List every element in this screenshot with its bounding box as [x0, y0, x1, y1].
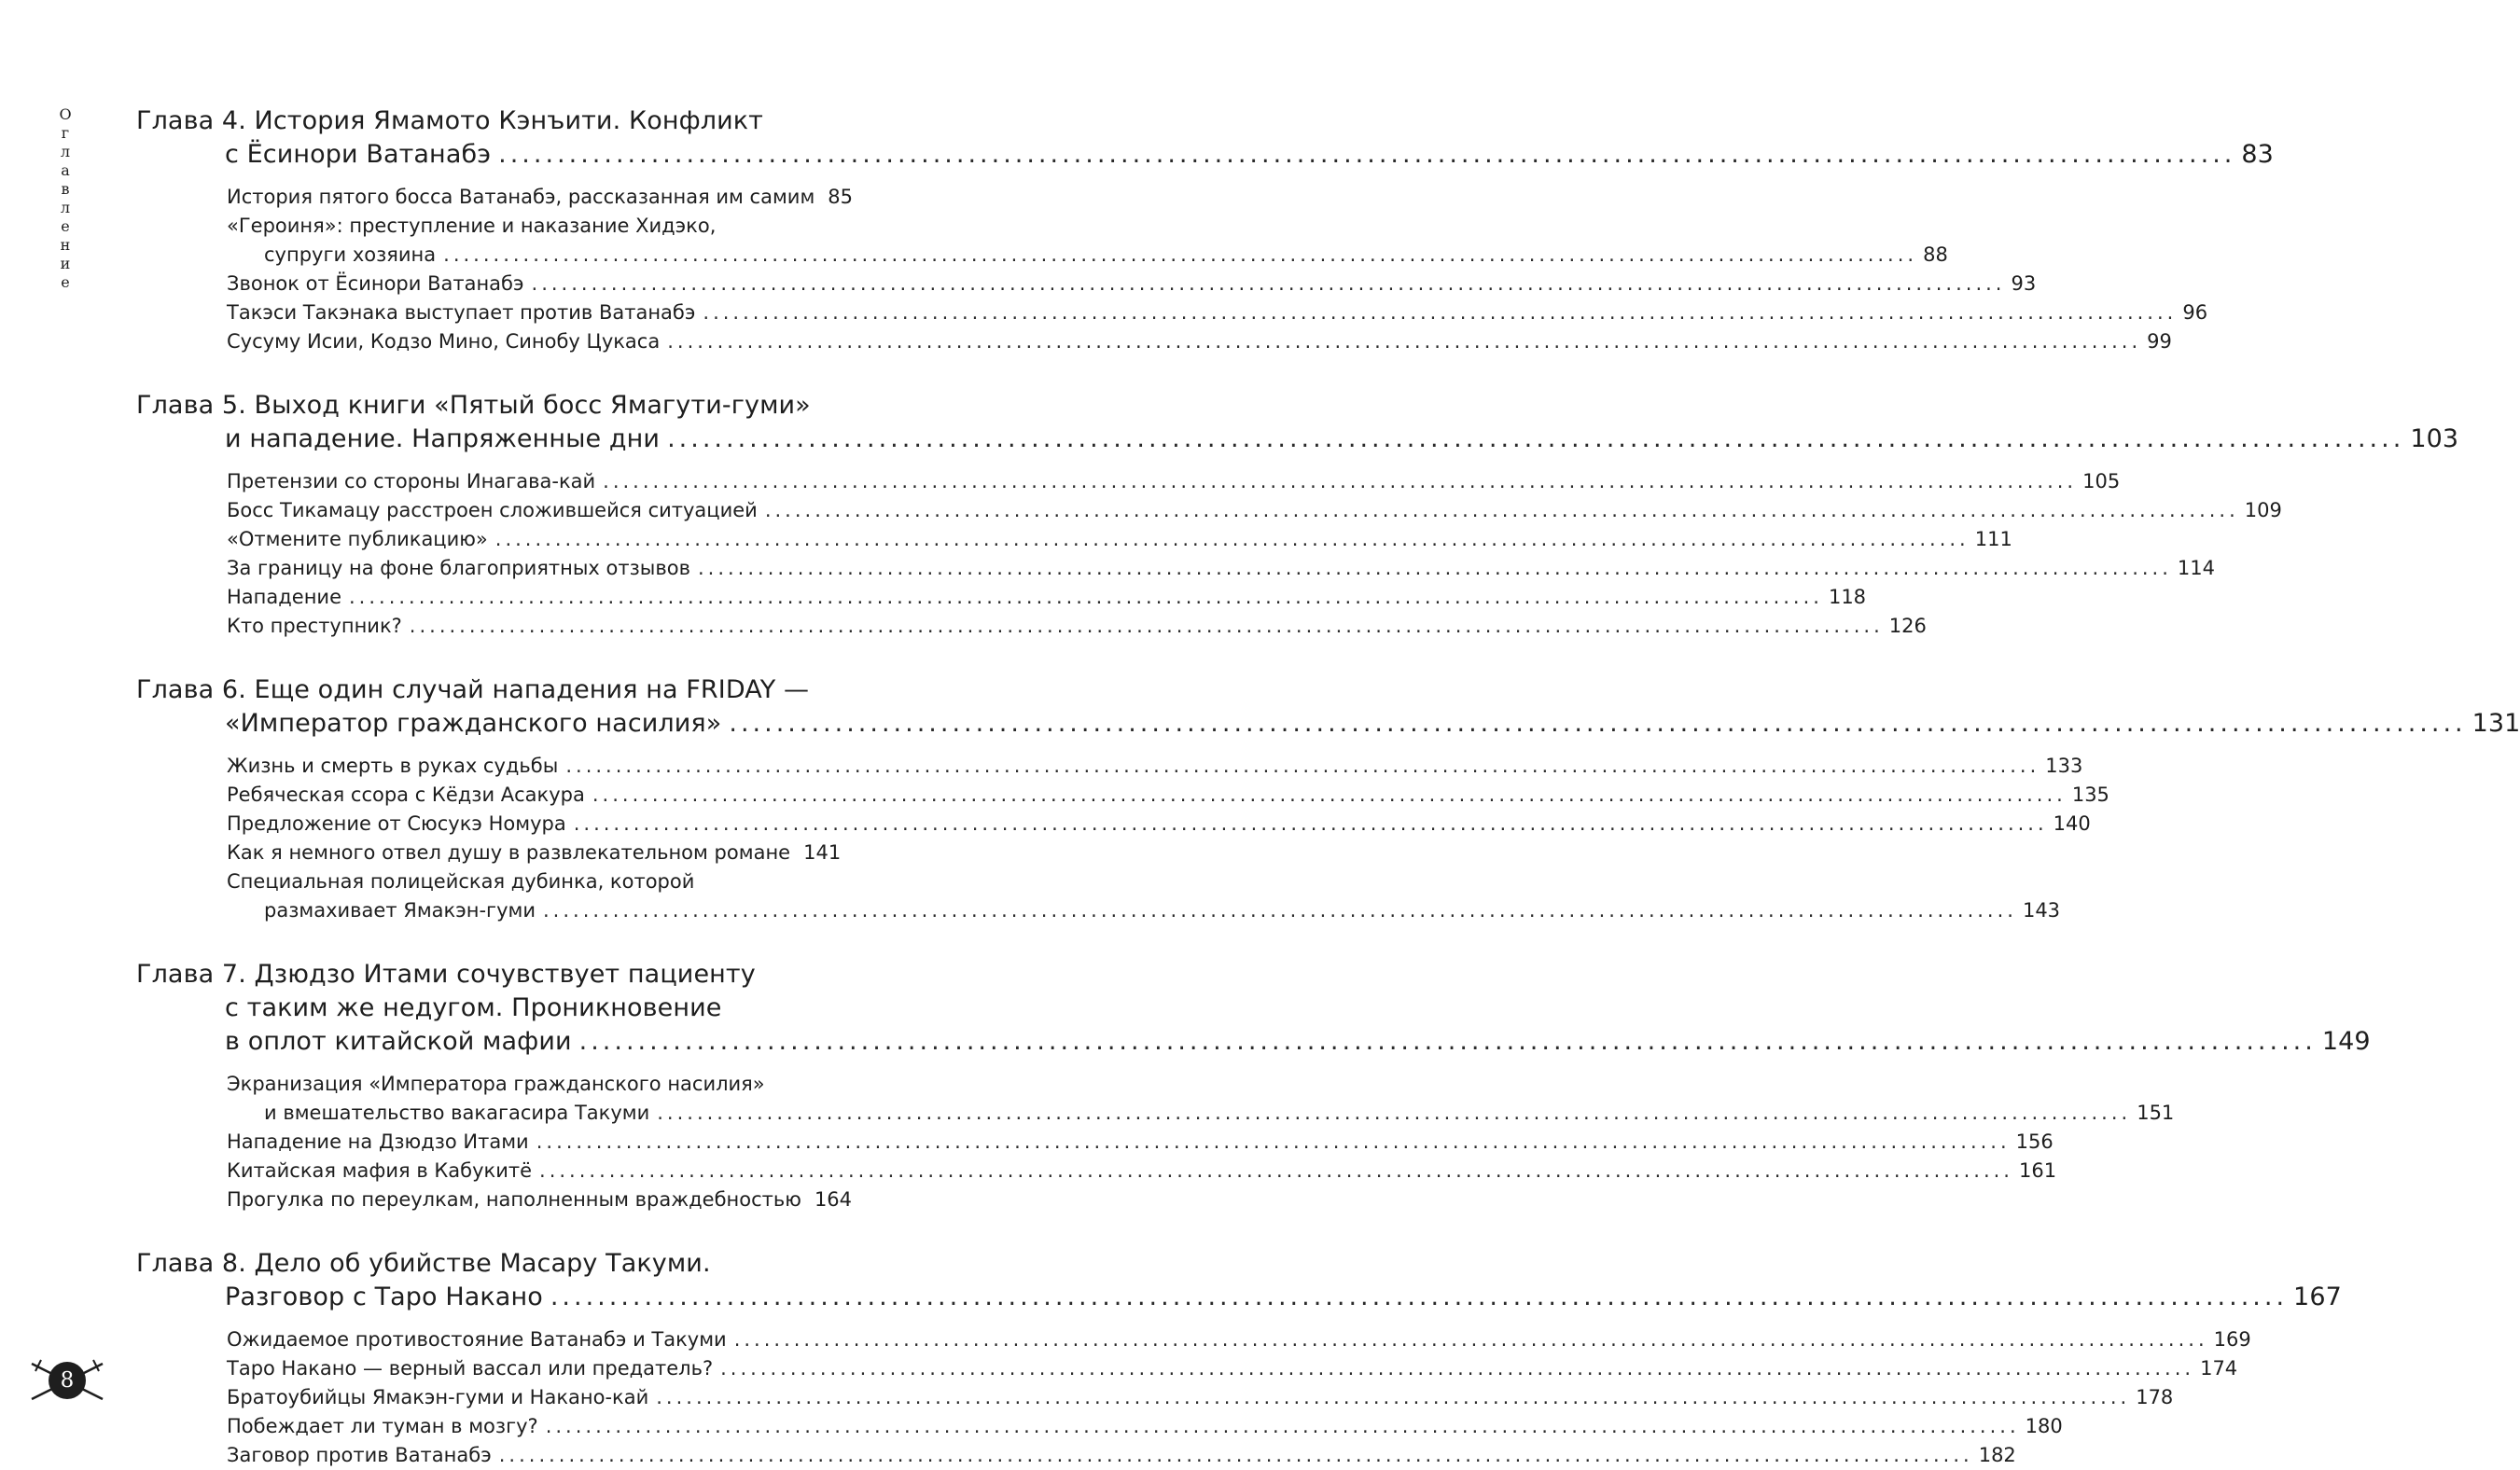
chapter-entry[interactable] — [225, 707, 2520, 741]
chapter-entry-title: Глава 8. Дело об убийстве Масару Такуми. — [136, 1249, 711, 1278]
section-entry-page-number: 96 — [2182, 301, 2208, 324]
section-entry-page-number: 161 — [2018, 1159, 2057, 1182]
chapter-entry[interactable] — [136, 389, 830, 423]
dot-leader: .................................................................................................................................................... — [565, 755, 2040, 777]
section-entry[interactable] — [227, 781, 2109, 810]
section-entry[interactable] — [227, 1128, 2054, 1157]
section-entry[interactable] — [227, 496, 2282, 525]
section-entry-title: Ребяческая ссора с Кёдзи Асакура — [227, 784, 585, 806]
section-entry-title: супруги хозяина — [264, 243, 437, 266]
section-entry-title: Как я немного отвел душу в развлекательном романе — [227, 841, 791, 864]
dot-leader: .................................................................................................................................................... — [667, 424, 2405, 453]
chapter-entry[interactable] — [225, 992, 830, 1025]
dot-leader: .................................................................................................................................................... — [545, 1415, 2020, 1437]
chapter-entry[interactable] — [136, 1247, 830, 1281]
section-entry[interactable] — [227, 839, 842, 867]
chapter-entry[interactable] — [136, 673, 830, 707]
section-entry-title: Нападение на Дзюдзо Итами — [227, 1130, 529, 1153]
section-entry[interactable] — [264, 896, 2061, 925]
section-entry-page-number: 140 — [2053, 812, 2091, 835]
section-entry-title: За границу на фоне благоприятных отзывов — [227, 557, 690, 579]
section-entry-page-number: 151 — [2137, 1102, 2175, 1124]
section-entry-page-number: 133 — [2045, 755, 2083, 777]
dot-leader: .................................................................................................................................................... — [498, 1444, 1973, 1466]
page-number: 8 — [60, 1368, 75, 1393]
dot-leader: .................................................................................................................................................... — [733, 1328, 2208, 1351]
section-entry-page-number: 114 — [2177, 557, 2216, 579]
side-title-letter: е — [61, 217, 70, 235]
chapter-entry-title: с таким же недугом. Проникновение — [225, 993, 722, 1022]
chapter-entry-title: в оплот китайской мафии — [225, 1027, 572, 1056]
section-entry-page-number: 88 — [1923, 243, 1948, 266]
section-entry-title: Предложение от Сюсукэ Номура — [227, 812, 566, 835]
dot-leader: .................................................................................................................................................... — [539, 1159, 2013, 1182]
section-entry-page-number: 99 — [2147, 330, 2172, 353]
side-title-letter: е — [61, 273, 70, 291]
section-entry[interactable] — [227, 810, 2091, 839]
section-entry[interactable] — [264, 241, 1948, 270]
dot-leader: .................................................................................................................................................... — [573, 812, 2048, 835]
dot-leader: .................................................................................................................................................... — [349, 586, 1823, 608]
section-entry[interactable] — [227, 525, 2012, 554]
dot-leader: .................................................................................................................................................... — [536, 1130, 2011, 1153]
dot-leader: .................................................................................................................................................... — [443, 243, 1918, 266]
section-entry-title: Кто преступник? — [227, 615, 402, 637]
section-entry[interactable] — [227, 1325, 2251, 1354]
section-entry-page-number: 143 — [2022, 899, 2061, 922]
section-entry-page-number: 85 — [828, 186, 854, 208]
section-entry-page-number: 141 — [803, 841, 842, 864]
section-entry-title: «Отмените публикацию» — [227, 528, 488, 550]
dot-leader: .................................................................................................................................................... — [543, 899, 2017, 922]
section-entry-page-number: 182 — [1978, 1444, 2016, 1466]
section-entry-title: История пятого босса Ватанабэ, рассказанная им самим — [227, 186, 815, 208]
section-entry[interactable] — [227, 467, 2121, 496]
section-entry[interactable] — [227, 554, 2216, 583]
section-entry[interactable] — [227, 867, 830, 896]
section-entry-page-number: 135 — [2071, 784, 2109, 806]
chapter-entry-page-number: 167 — [2293, 1283, 2342, 1311]
chapter-entry-page-number: 103 — [2410, 424, 2459, 453]
section-entry-page-number: 118 — [1828, 586, 1867, 608]
chapter-entry-title: Глава 4. История Ямамото Кэнъити. Конфликт — [136, 106, 764, 135]
section-entry[interactable] — [227, 1157, 2057, 1186]
section-entry[interactable] — [227, 212, 830, 241]
chapter-entry-page-number: 83 — [2241, 140, 2274, 169]
section-entry-page-number: 169 — [2213, 1328, 2251, 1351]
chapter-entry[interactable] — [225, 138, 2274, 172]
chapter-entry[interactable] — [225, 1025, 2371, 1059]
dot-leader: .................................................................................................................................................... — [550, 1283, 2289, 1311]
section-entry[interactable] — [227, 1412, 2063, 1441]
section-entry-title: Побеждает ли туман в мозгу? — [227, 1415, 538, 1437]
section-entry-title: Специальная полицейская дубинка, которой — [227, 870, 695, 893]
chapter-entry-page-number: 149 — [2321, 1027, 2371, 1056]
dot-leader: .................................................................................................................................................... — [498, 140, 2236, 169]
section-entry-title: Звонок от Ёсинори Ватанабэ — [227, 272, 524, 295]
dot-leader: .................................................................................................................................................... — [656, 1386, 2131, 1408]
dot-leader: .................................................................................................................................................... — [667, 330, 2142, 353]
side-title-letter: г — [61, 124, 70, 142]
section-entry[interactable] — [227, 1186, 853, 1214]
side-title-letter: л — [60, 143, 71, 160]
section-entry[interactable] — [264, 1099, 2175, 1128]
section-entry-page-number: 178 — [2136, 1386, 2174, 1408]
side-title-letter: в — [61, 180, 70, 198]
chapter-entry-page-number: 131 — [2471, 709, 2520, 738]
section-entry-title: Заговор против Ватанабэ — [227, 1444, 492, 1466]
section-entry-page-number: 105 — [2082, 470, 2121, 492]
side-title-letter: и — [60, 255, 71, 272]
section-entry-title: Такэси Такэнака выступает против Ватанабэ — [227, 301, 696, 324]
section-entry-title: Сусуму Исии, Кодзо Мино, Синобу Цукаса — [227, 330, 661, 353]
section-entry-page-number: 180 — [2025, 1415, 2063, 1437]
section-entry[interactable] — [227, 1383, 2174, 1412]
section-entry[interactable] — [227, 612, 1927, 641]
chapter-entry-title: Глава 6. Еще один случай нападения на FRIDAY — — [136, 675, 810, 704]
section-entry[interactable] — [227, 1354, 2238, 1383]
chapter-entry-title: Глава 7. Дзюдзо Итами сочувствует пациенту — [136, 960, 756, 989]
dot-leader: .................................................................................................................................................... — [764, 499, 2239, 521]
side-title-letter: а — [61, 161, 70, 179]
chapter-entry[interactable] — [225, 1281, 2342, 1314]
section-entry[interactable] — [227, 1441, 2016, 1470]
section-entry-page-number: 126 — [1888, 615, 1927, 637]
dot-leader: .................................................................................................................................................... — [703, 301, 2178, 324]
section-entry-title: Ожидаемое противостояние Ватанабэ и Такуми — [227, 1328, 727, 1351]
section-entry[interactable] — [227, 752, 2083, 781]
section-entry-title: Босс Тикамацу расстроен сложившейся ситуацией — [227, 499, 758, 521]
dot-leader: .................................................................................................................................................... — [697, 557, 2172, 579]
chapter-entry-title: «Император гражданского насилия» — [225, 709, 722, 738]
section-entry[interactable] — [227, 270, 2037, 298]
section-entry-title: «Героиня»: преступление и наказание Хидэко, — [227, 215, 717, 237]
chapter-entry-title: и нападение. Напряженные дни — [225, 424, 661, 453]
chapter-entry-title: Разговор с Таро Накано — [225, 1283, 543, 1311]
section-entry[interactable] — [227, 583, 1867, 612]
dot-leader: .................................................................................................................................................... — [494, 528, 1970, 550]
dot-leader: .................................................................................................................................................... — [531, 272, 2006, 295]
chapter-entry[interactable] — [225, 423, 2459, 456]
section-entry-title: Братоубийцы Ямакэн-гуми и Накано-кай — [227, 1386, 649, 1408]
section-entry-title: Нападение — [227, 586, 341, 608]
section-entry-page-number: 93 — [2011, 272, 2037, 295]
section-entry-page-number: 164 — [814, 1188, 853, 1211]
dot-leader: .................................................................................................................................................... — [592, 784, 2067, 806]
section-entry[interactable] — [227, 1070, 830, 1099]
section-entry-title: и вмешательство вакагасира Такуми — [264, 1102, 650, 1124]
section-entry-page-number: 174 — [2200, 1357, 2238, 1380]
dot-leader: .................................................................................................................................................... — [720, 1357, 2195, 1380]
section-entry-title: Экранизация «Императора гражданского насилия» — [227, 1073, 765, 1095]
page-number-badge — [28, 1352, 106, 1405]
section-entry-title: Таро Накано — верный вассал или предатель? — [227, 1357, 714, 1380]
section-entry[interactable] — [227, 327, 2172, 356]
section-entry-title: размахивает Ямакэн-гуми — [264, 899, 536, 922]
side-title-letter: л — [60, 199, 71, 216]
section-entry-title: Прогулка по переулкам, наполненным враждебностью — [227, 1188, 801, 1211]
dot-leader: .................................................................................................................................................... — [603, 470, 2078, 492]
section-entry-title: Претензии со стороны Инагава-кай — [227, 470, 596, 492]
section-entry-page-number: 111 — [1974, 528, 2012, 550]
dot-leader: .................................................................................................................................................... — [657, 1102, 2132, 1124]
section-entry-title: Жизнь и смерть в руках судьбы — [227, 755, 559, 777]
section-entry[interactable] — [227, 298, 2208, 327]
side-title-letter: О — [59, 105, 72, 123]
chapter-entry-title: с Ёсинори Ватанабэ — [225, 140, 492, 169]
section-entry-title: Китайская мафия в Кабукитё — [227, 1159, 533, 1182]
section-entry-page-number: 156 — [2015, 1130, 2054, 1153]
section-entry-page-number: 109 — [2244, 499, 2282, 521]
side-title-letter: н — [60, 236, 71, 254]
chapter-entry-title: Глава 5. Выход книги «Пятый босс Ямагути-гуми» — [136, 391, 811, 420]
dot-leader: .................................................................................................................................................... — [729, 709, 2467, 738]
chapter-entry[interactable] — [136, 104, 830, 138]
dot-leader: .................................................................................................................................................... — [578, 1027, 2317, 1056]
chapter-entry[interactable] — [136, 958, 830, 992]
dot-leader: .................................................................................................................................................... — [409, 615, 1884, 637]
section-entry[interactable] — [227, 183, 854, 212]
